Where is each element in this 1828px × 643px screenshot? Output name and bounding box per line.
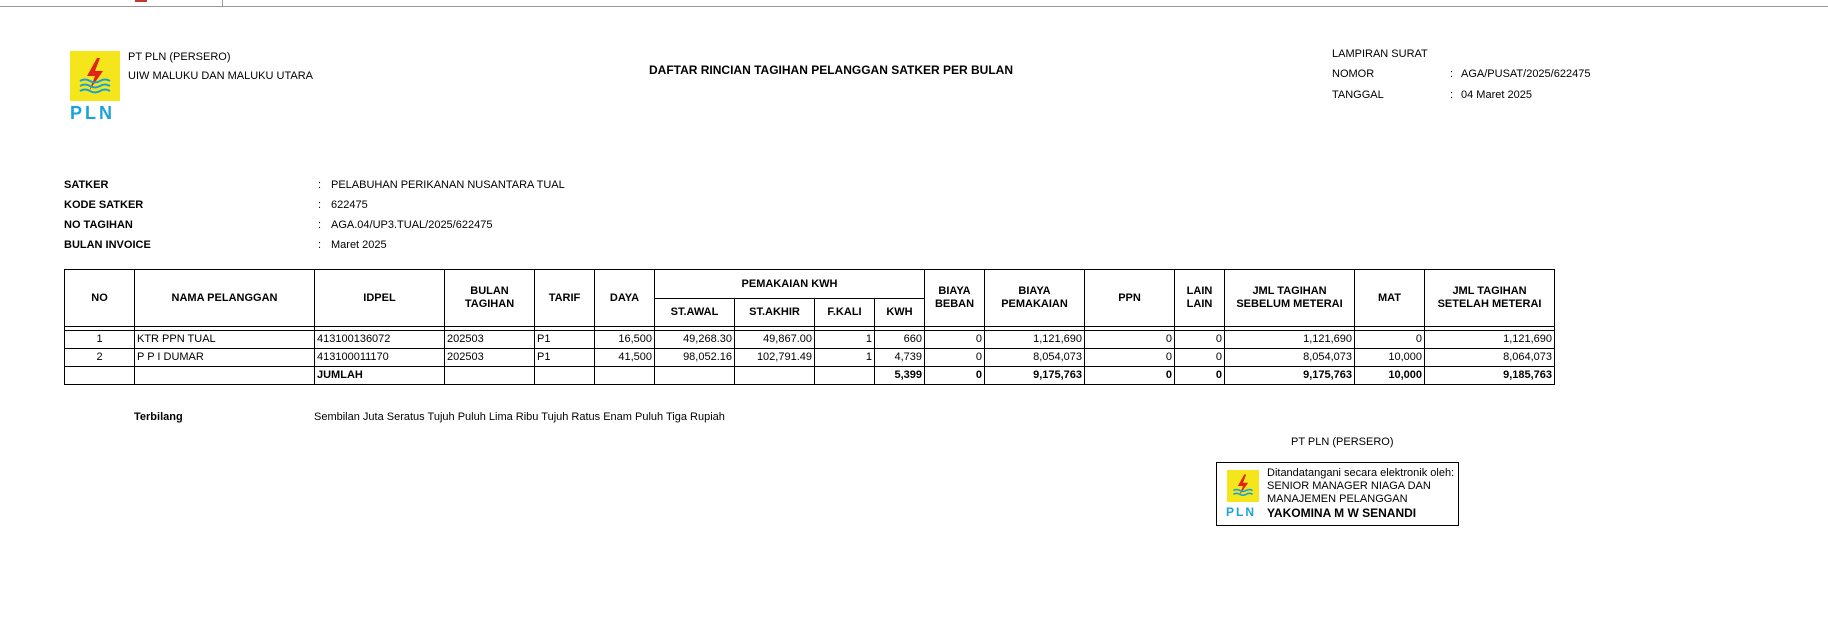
viewer-top-bar (0, 0, 1828, 7)
header-bulan-line1: BULAN (470, 285, 509, 297)
nomor-value: AGA/PUSAT/2025/622475 (1461, 68, 1591, 80)
cell-daya: 41,500 (595, 349, 655, 367)
no-tagihan-label: NO TAGIHAN (64, 219, 133, 231)
company-unit: UIW MALUKU DAN MALUKU UTARA (128, 70, 313, 82)
bulan-invoice-label: BULAN INVOICE (64, 239, 151, 251)
total-beban: 0 (925, 367, 985, 385)
cell-sebelum: 1,121,690 (1225, 331, 1355, 349)
satker-colon: : (318, 179, 322, 191)
signature-logo-mark (1227, 470, 1259, 502)
pln-logo-text: PLN (70, 103, 115, 123)
total-label: JUMLAH (315, 367, 445, 385)
table-row (65, 349, 1555, 367)
header-lain-line1: LAIN (1186, 285, 1213, 297)
lightning-icon (70, 51, 120, 101)
total-empty (135, 367, 315, 385)
document-title: DAFTAR RINCIAN TAGIHAN PELANGGAN SATKER PER BULAN (649, 63, 1013, 77)
header-bulan-tagihan (445, 270, 535, 327)
header-beban-line1: BIAYA (938, 285, 971, 297)
total-empty (535, 367, 595, 385)
pln-logo-mark (70, 51, 120, 101)
pln-logo (70, 51, 120, 124)
cell-nama: KTR PPN TUAL (135, 331, 315, 349)
cell-idpel: 413100011170 (315, 349, 445, 367)
cell-setelah: 1,121,690 (1425, 331, 1555, 349)
header-pemakaian-line2: PEMAKAIAN (1001, 298, 1068, 310)
cell-ppn: 0 (1085, 349, 1175, 367)
cell-tarif: P1 (535, 349, 595, 367)
cell-lain: 0 (1175, 349, 1225, 367)
total-sebelum: 9,175,763 (1225, 367, 1355, 385)
cell-tarif: P1 (535, 331, 595, 349)
nomor-label: NOMOR (1332, 68, 1375, 80)
header-no: NO (65, 270, 135, 327)
cell-st-awal: 49,268.30 (655, 331, 735, 349)
signature-logo-text: PLN (1226, 505, 1256, 519)
cell-st-awal: 98,052.16 (655, 349, 735, 367)
header-lain-lain (1175, 270, 1225, 327)
cell-f-kali: 1 (815, 349, 875, 367)
cell-lain: 0 (1175, 331, 1225, 349)
cell-nama: P P I DUMAR (135, 349, 315, 367)
header-lain-line2: LAIN (1186, 298, 1213, 310)
cell-st-akhir: 49,867.00 (735, 331, 815, 349)
header-st-awal: ST.AWAL (655, 299, 735, 327)
header-f-kali: F.KALI (815, 299, 875, 327)
total-empty (655, 367, 735, 385)
cell-beban: 0 (925, 331, 985, 349)
bulan-invoice-value: Maret 2025 (331, 239, 387, 251)
cell-st-akhir: 102,791.49 (735, 349, 815, 367)
cell-f-kali: 1 (815, 331, 875, 349)
kode-satker-colon: : (318, 199, 322, 211)
cell-idpel: 413100136072 (315, 331, 445, 349)
header-pemakaian-line1: BIAYA (1018, 285, 1051, 297)
cell-kwh: 4,739 (875, 349, 925, 367)
header-bulan-line2: TAGIHAN (464, 298, 515, 310)
header-beban-line2: BEBAN (934, 298, 975, 310)
kode-satker-label: KODE SATKER (64, 199, 144, 211)
cell-kwh: 660 (875, 331, 925, 349)
header-biaya-pemakaian (985, 270, 1085, 327)
cell-no: 1 (65, 331, 135, 349)
e-signature-box (1216, 462, 1459, 526)
header-tarif: TARIF (535, 270, 595, 327)
total-pemakaian: 9,175,763 (985, 367, 1085, 385)
total-kwh: 5,399 (875, 367, 925, 385)
nomor-colon: : (1450, 68, 1454, 80)
header-nama-pelanggan: NAMA PELANGGAN (135, 270, 315, 327)
total-empty (445, 367, 535, 385)
tanggal-label: TANGGAL (1332, 89, 1384, 101)
cell-pemakaian: 1,121,690 (985, 331, 1085, 349)
tanggal-value: 04 Maret 2025 (1461, 89, 1532, 101)
header-jml-setelah (1425, 270, 1555, 327)
no-tagihan-value: AGA.04/UP3.TUAL/2025/622475 (331, 219, 493, 231)
cell-mat: 0 (1355, 331, 1425, 349)
tab-indicator (135, 0, 147, 2)
header-sebelum-line2: SEBELUM METERAI (1236, 298, 1343, 310)
cell-pemakaian: 8,054,073 (985, 349, 1085, 367)
tanggal-colon: : (1450, 89, 1454, 101)
signature-line1: Ditandatangani secara elektronik oleh: (1267, 467, 1455, 479)
lampiran-label: LAMPIRAN SURAT (1332, 48, 1428, 60)
signatory-name: YAKOMINA M W SENANDI (1267, 506, 1417, 520)
signature-company: PT PLN (PERSERO) (1291, 436, 1394, 448)
header-sebelum-line1: JML TAGIHAN (1252, 285, 1327, 297)
total-empty (65, 367, 135, 385)
header-jml-sebelum (1225, 270, 1355, 327)
kode-satker-value: 622475 (331, 199, 368, 211)
terbilang-value: Sembilan Juta Seratus Tujuh Puluh Lima Ribu Tujuh Ratus Enam Puluh Tiga Rupiah (314, 411, 725, 423)
lightning-icon (1227, 470, 1259, 502)
cell-daya: 16,500 (595, 331, 655, 349)
company-name: PT PLN (PERSERO) (128, 51, 231, 63)
billing-table (64, 269, 1555, 385)
total-empty (735, 367, 815, 385)
total-row (65, 367, 1555, 385)
viewer-tab[interactable] (0, 0, 223, 6)
cell-sebelum: 8,054,073 (1225, 349, 1355, 367)
bulan-invoice-colon: : (318, 239, 322, 251)
cell-mat: 10,000 (1355, 349, 1425, 367)
cell-beban: 0 (925, 349, 985, 367)
header-kwh: KWH (875, 299, 925, 327)
total-empty (595, 367, 655, 385)
no-tagihan-colon: : (318, 219, 322, 231)
header-biaya-beban (925, 270, 985, 327)
cell-bulan: 202503 (445, 331, 535, 349)
cell-no: 2 (65, 349, 135, 367)
header-ppn: PPN (1085, 270, 1175, 327)
total-empty (815, 367, 875, 385)
header-st-akhir: ST.AKHIR (735, 299, 815, 327)
header-pemakaian-kwh: PEMAKAIAN KWH (655, 270, 925, 299)
cell-bulan: 202503 (445, 349, 535, 367)
total-mat: 10,000 (1355, 367, 1425, 385)
total-ppn: 0 (1085, 367, 1175, 385)
table-row (65, 331, 1555, 349)
cell-setelah: 8,064,073 (1425, 349, 1555, 367)
total-setelah: 9,185,763 (1425, 367, 1555, 385)
satker-label: SATKER (64, 179, 109, 191)
header-daya: DAYA (595, 270, 655, 327)
header-setelah-line1: JML TAGIHAN (1452, 285, 1527, 297)
header-setelah-line2: SETELAH METERAI (1437, 298, 1542, 310)
signature-line2: SENIOR MANAGER NIAGA DAN (1267, 480, 1431, 492)
header-idpel: IDPEL (315, 270, 445, 327)
terbilang-label: Terbilang (134, 411, 183, 423)
cell-ppn: 0 (1085, 331, 1175, 349)
signature-line3: MANAJEMEN PELANGGAN (1267, 493, 1408, 505)
satker-value: PELABUHAN PERIKANAN NUSANTARA TUAL (331, 179, 565, 191)
header-mat: MAT (1355, 270, 1425, 327)
total-lain: 0 (1175, 367, 1225, 385)
